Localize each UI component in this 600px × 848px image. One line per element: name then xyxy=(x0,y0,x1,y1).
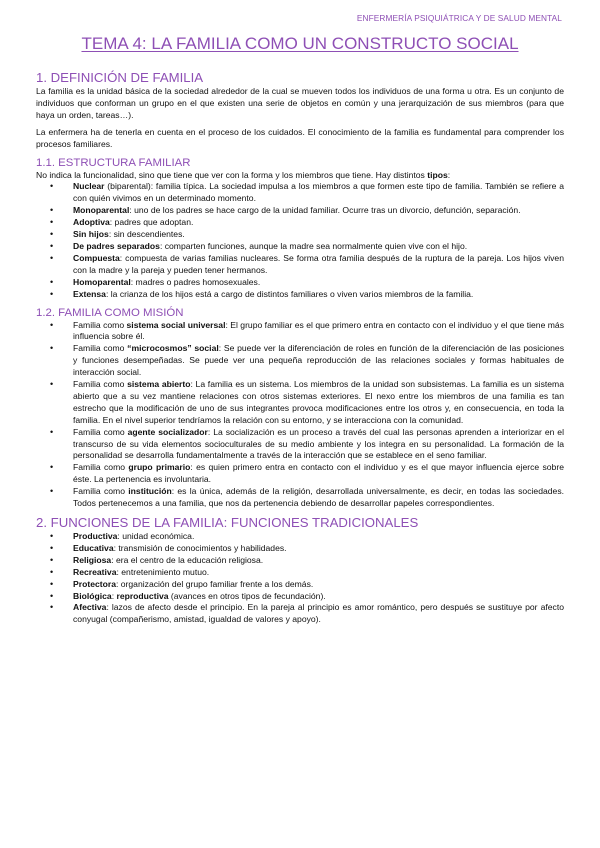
list-item: • Sin hijos: sin descendientes. xyxy=(36,229,564,241)
list-item: • Biológica: reproductiva (avances en otros tipos de fecundación). xyxy=(36,591,564,603)
section-heading-definicion: 1. DEFINICIÓN DE FAMILIA xyxy=(36,70,204,85)
subsection-heading-mision: 1.2. FAMILIA COMO MISIÓN xyxy=(36,306,184,319)
list-mision xyxy=(36,320,564,511)
list-item: • De padres separados: comparten funciones, aunque la madre sea normalmente quien vive con el hijo. xyxy=(36,241,564,253)
paragraph-definicion-1: La familia es la unidad básica de la sociedad alrededor de la cual se mueven todos los individuos de una forma u otra. Es un conjunto de individuos que conforman un grupo en el que existen una serie de objetos en común y una jerarquización de sus miembros (para que haya un orden, tareas…). xyxy=(36,86,564,120)
section-heading-funciones: 2. FUNCIONES DE LA FAMILIA: FUNCIONES TRADICIONALES xyxy=(36,515,419,530)
list-item: • Recreativa: entretenimiento mutuo. xyxy=(36,567,564,579)
list-item: • Familia como sistema abierto: La familia es un sistema. Los miembros de la unidad son subsistemas. La familia es un sistema abierto que a su vez mantiene relaciones con otros sistemas exteriores. El nexo entre los miembros de una familia es tan estrecho que la modificación de uno de sus integrantes provoca modificaciones entre los otros y, en consecuencia, en toda la familia. En el nivel superior tendríamos la relación con su entorno, y se interacciona con la comunidad. xyxy=(36,379,564,427)
list-item: • Monoparental: uno de los padres se hace cargo de la unidad familiar. Ocurre tras un divorcio, defunción, separación. xyxy=(36,205,564,217)
list-item: • Extensa: la crianza de los hijos está a cargo de distintos familiares o viven varios miembros de la familia. xyxy=(36,289,564,301)
list-item: • Homoparental: madres o padres homosexuales. xyxy=(36,277,564,289)
list-item: • Adoptiva: padres que adoptan. xyxy=(36,217,564,229)
document-body xyxy=(36,70,564,626)
list-item: • Familia como sistema social universal: El grupo familiar es el que primero entra en contacto con el individuo y el que tiene más influencia sobre él. xyxy=(36,320,564,344)
list-item: • Religiosa: era el centro de la educación religiosa. xyxy=(36,555,564,567)
list-item: • Compuesta: compuesta de varias familias nucleares. Se forma otra familia después de la ruptura de la pareja. Los hijos viven con la madre y la pareja y pueden tener hermanos. xyxy=(36,253,564,277)
list-item: • Productiva: unidad económica. xyxy=(36,531,564,543)
list-item: • Familia como “microcosmos” social: Se puede ver la diferenciación de roles en función de la diferenciación de las posiciones y funciones desempeñadas. Se puede ver una pequeña reproducción de las relaciones sociales y formas habituales de interacción social. xyxy=(36,343,564,379)
list-item: • Familia como institución: es la única, además de la religión, desarrollada universalmente, es decir, en todas las sociedades. Todos pertenecemos a una familia, que nos da pertenencia debiendo de desarrollar papeles correspondientes. xyxy=(36,486,564,510)
list-item: • Afectiva: lazos de afecto desde el principio. En la pareja al principio es amor romántico, pero después se sustituye por afecto conyugal (compañerismo, amistad, igualdad de valores y apoyo). xyxy=(36,602,564,626)
running-header: ENFERMERÍA PSIQUIÁTRICA Y DE SALUD MENTAL xyxy=(356,13,562,23)
list-funciones xyxy=(36,531,564,626)
page-title: TEMA 4: LA FAMILIA COMO UN CONSTRUCTO SOCIAL xyxy=(81,34,519,53)
list-item: • Familia como grupo primario: es quien primero entra en contacto con el individuo y es el que mayor influencia ejerce sobre éste. La pertenencia es involuntaria. xyxy=(36,462,564,486)
list-item: • Protectora: organización del grupo familiar frente a los demás. xyxy=(36,579,564,591)
subsection-heading-estructura: 1.1. ESTRUCTURA FAMILIAR xyxy=(36,156,191,169)
list-item: • Educativa: transmisión de conocimientos y habilidades. xyxy=(36,543,564,555)
paragraph-estructura-intro: No indica la funcionalidad, sino que tiene que ver con la forma y los miembros que tiene. Hay distintos tipos: xyxy=(36,169,451,180)
list-item: • Nuclear (biparental): familia típica. La sociedad impulsa a los miembros a que formen este tipo de familia. También se refiere a con quién vivimos en un determinado momento. xyxy=(36,181,564,205)
list-estructura xyxy=(36,181,564,300)
list-item: • Familia como agente socializador: La socialización es un proceso a través del cual las personas aprenden a interiorizar en el transcurso de su vida elementos socioculturales de su medio ambiente y los integra en su personalidad. La formación de la personalidad se desarrolla fundamentalmente a través de la interacción que se establece en el seno familiar. xyxy=(36,427,564,463)
paragraph-definicion-2: La enfermera ha de tenerla en cuenta en el proceso de los cuidados. El conocimiento de la familia es fundamental para comprender los procesos familiares. xyxy=(36,126,564,149)
